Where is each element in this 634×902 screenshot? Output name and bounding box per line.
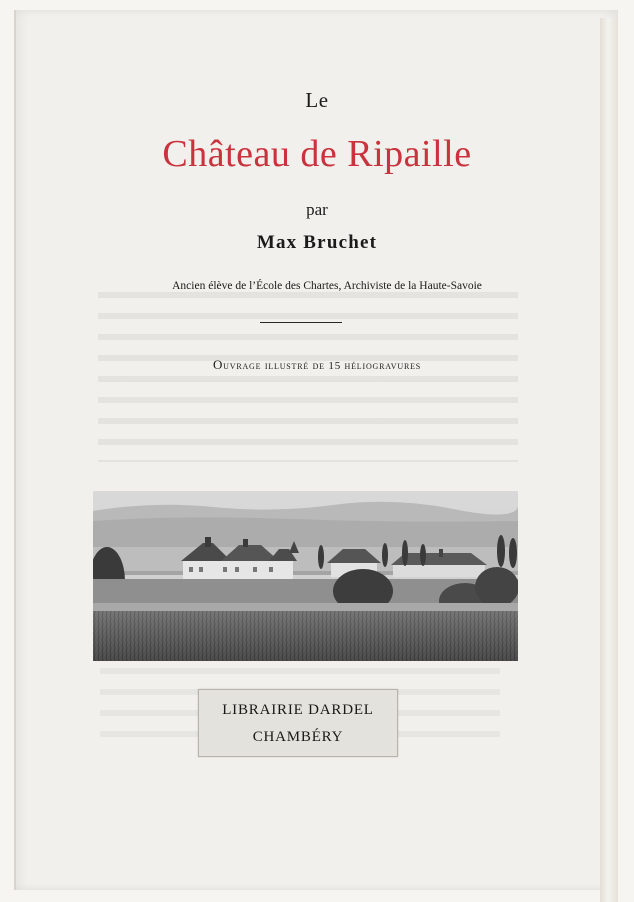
- bookseller-name: LIBRAIRIE DARDEL: [222, 702, 374, 718]
- bookseller-city: CHAMBÉRY: [252, 729, 344, 745]
- book-title: Château de Ripaille: [162, 133, 472, 175]
- title-prefix: Le: [305, 88, 329, 112]
- by-line: par: [306, 200, 328, 219]
- illustration-note-text: uvrage illustré de 15 héliogravures: [223, 360, 422, 372]
- author-credentials: Ancien élève de l’École des Chartes, Archiviste de la Haute-Savoie: [172, 280, 482, 292]
- author-name: Max Bruchet: [256, 232, 378, 253]
- illustration-note: [0, 357, 634, 373]
- chateau-photo: [93, 491, 518, 661]
- divider-rule: [260, 322, 342, 323]
- bookseller-label: [198, 689, 398, 757]
- reverse-text-show-through: [98, 292, 518, 462]
- chateau-landscape-photo: [93, 491, 518, 661]
- illustration-note-initial: O: [212, 357, 224, 372]
